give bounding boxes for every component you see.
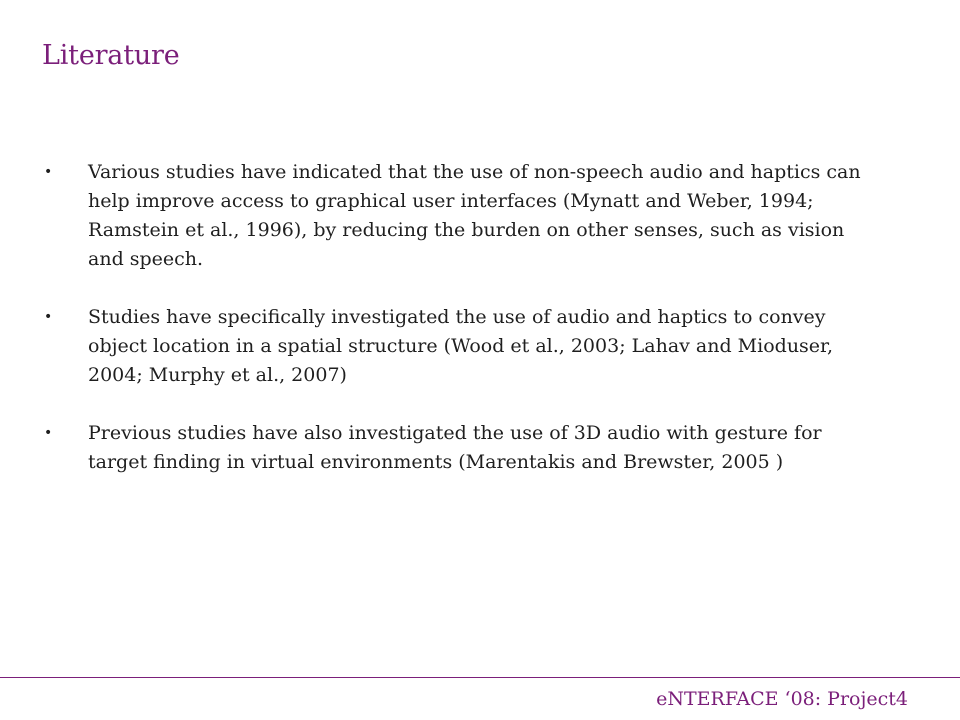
bullet-item-3 <box>44 419 864 477</box>
bullet-icon: • <box>44 164 53 180</box>
footer-project-label: eNTERFACE ‘08: Project4 <box>656 688 908 710</box>
bullet-icon: • <box>44 309 53 325</box>
footer-divider <box>0 677 960 678</box>
bullet-text: Various studies have indicated that the use of non-speech audio and haptics can help improve access to graphical user interfaces (Mynatt and Weber, 1994; Ramstein et al., 1996), by reducing the burden on other senses, such as vision and speech. <box>88 161 861 270</box>
bullet-list <box>44 158 864 477</box>
bullet-item-2 <box>44 303 864 390</box>
slide-title: Literature <box>42 40 180 71</box>
bullet-text: Studies have specifically investigated the use of audio and haptics to convey object location in a spatial structure (Wood et al., 2003; Lahav and Mioduser, 2004; Murphy et al., 2007) <box>88 306 834 386</box>
bullet-icon: • <box>44 425 53 441</box>
bullet-text: Previous studies have also investigated the use of 3D audio with gesture for target finding in virtual environments (Marentakis and Brewster, 2005 ) <box>88 422 822 473</box>
bullet-item-1 <box>44 158 864 274</box>
